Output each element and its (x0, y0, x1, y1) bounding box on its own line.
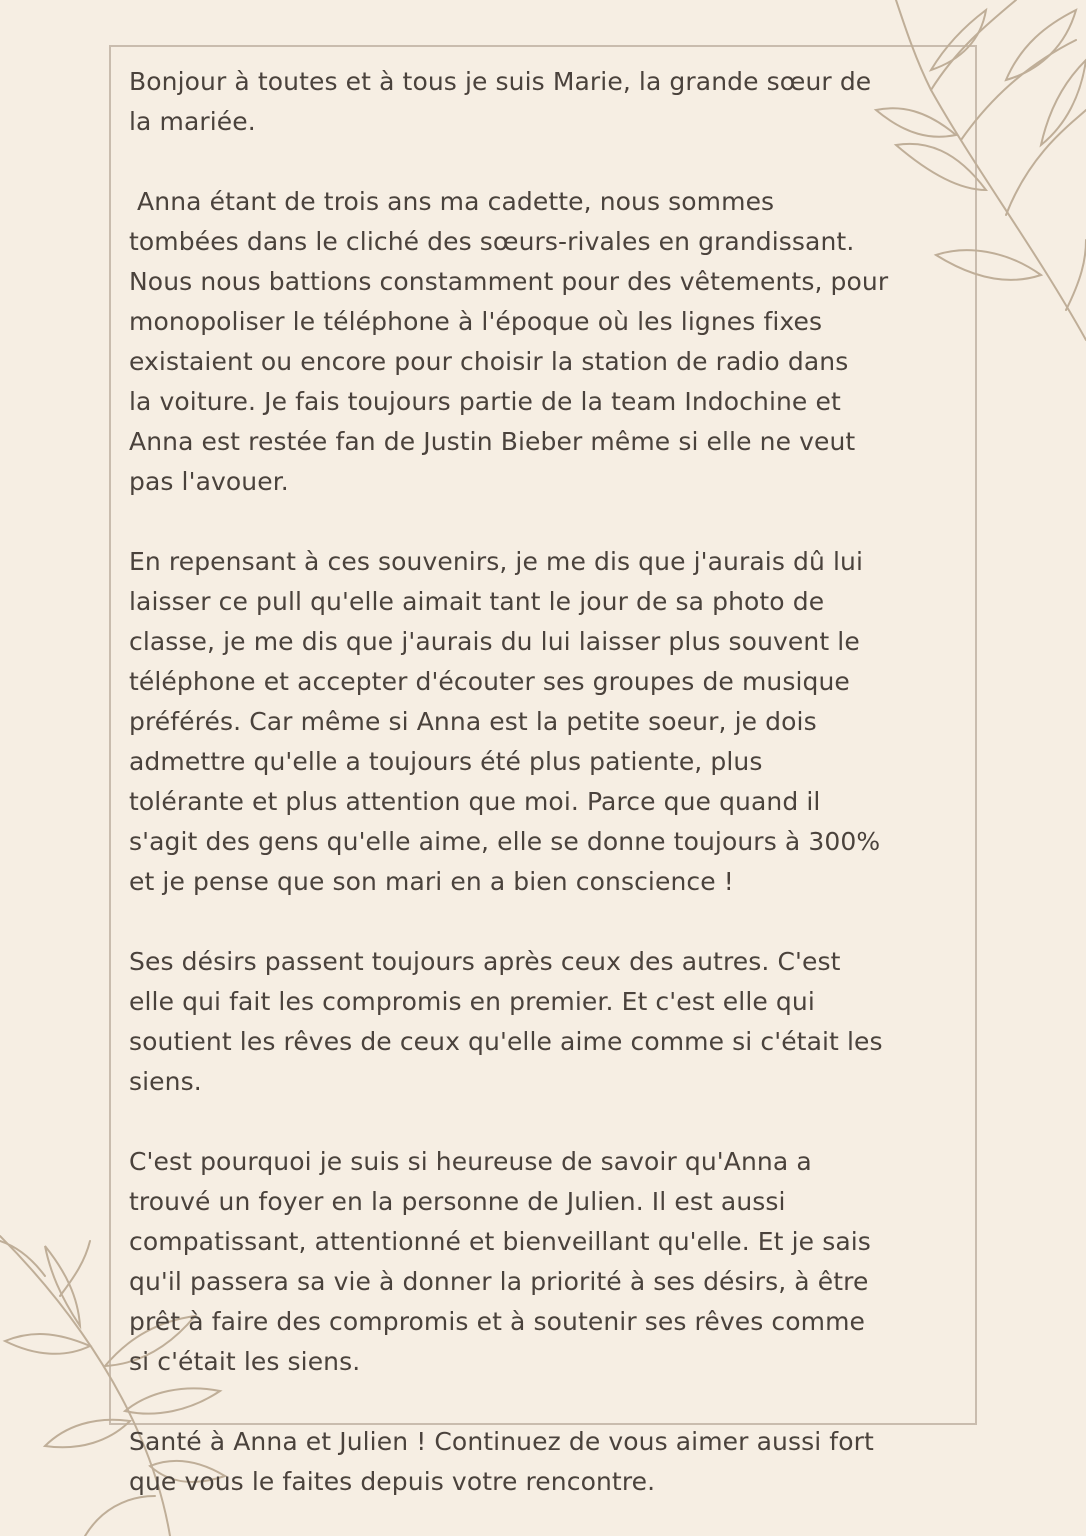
text-line: trouvé un foyer en la personne de Julien. Il est aussi (129, 1187, 786, 1216)
text-line: Bonjour à toutes et à tous je suis Marie, la grande sœur de (129, 67, 872, 96)
text-line: laisser ce pull qu'elle aimait tant le jour de sa photo de (129, 587, 825, 616)
text-line: tombées dans le cliché des sœurs-rivales en grandissant. (129, 227, 855, 256)
paragraph-toast (129, 1422, 975, 1502)
paragraph-desires (129, 942, 975, 1102)
text-line: s'agit des gens qu'elle aime, elle se donne toujours à 300% (129, 827, 881, 856)
text-line: préférés. Car même si Anna est la petite soeur, je dois (129, 707, 817, 736)
text-line: compatissant, attentionné et bienveillant qu'elle. Et je sais (129, 1227, 871, 1256)
text-line: C'est pourquoi je suis si heureuse de savoir qu'Anna a (129, 1147, 812, 1176)
text-line: soutient les rêves de ceux qu'elle aime comme si c'était les (129, 1027, 883, 1056)
text-line: Ses désirs passent toujours après ceux des autres. C'est (129, 947, 841, 976)
paragraph-greeting (129, 62, 975, 142)
text-line: qu'il passera sa vie à donner la priorité à ses désirs, à être (129, 1267, 869, 1296)
paragraph-julien (129, 1142, 975, 1382)
text-line: pas l'avouer. (129, 467, 289, 496)
text-line: En repensant à ces souvenirs, je me dis que j'aurais dû lui (129, 547, 864, 576)
text-line: siens. (129, 1067, 202, 1096)
text-line: Santé à Anna et Julien ! Continuez de vous aimer aussi fort (129, 1427, 874, 1456)
paragraph-childhood (129, 182, 975, 502)
text-line: que vous le faites depuis votre rencontre. (129, 1467, 656, 1496)
text-line: Anna étant de trois ans ma cadette, nous sommes (129, 187, 775, 216)
text-line: admettre qu'elle a toujours été plus patiente, plus (129, 747, 763, 776)
text-line: classe, je me dis que j'aurais du lui laisser plus souvent le (129, 627, 860, 656)
text-line: Anna est restée fan de Justin Bieber même si elle ne veut (129, 427, 856, 456)
text-line: la mariée. (129, 107, 256, 136)
text-line: téléphone et accepter d'écouter ses groupes de musique (129, 667, 850, 696)
paragraph-memories (129, 542, 975, 902)
text-line: Nous nous battions constamment pour des vêtements, pour (129, 267, 889, 296)
text-line: et je pense que son mari en a bien conscience ! (129, 867, 734, 896)
text-line: elle qui fait les compromis en premier. Et c'est elle qui (129, 987, 815, 1016)
text-line: existaient ou encore pour choisir la station de radio dans (129, 347, 849, 376)
text-line: prêt à faire des compromis et à soutenir ses rêves comme (129, 1307, 866, 1336)
text-line: si c'était les siens. (129, 1347, 361, 1376)
text-line: la voiture. Je fais toujours partie de la team Indochine et (129, 387, 841, 416)
text-line: tolérante et plus attention que moi. Parce que quand il (129, 787, 821, 816)
letter-body (129, 62, 975, 1502)
text-line: monopoliser le téléphone à l'époque où les lignes fixes (129, 307, 823, 336)
